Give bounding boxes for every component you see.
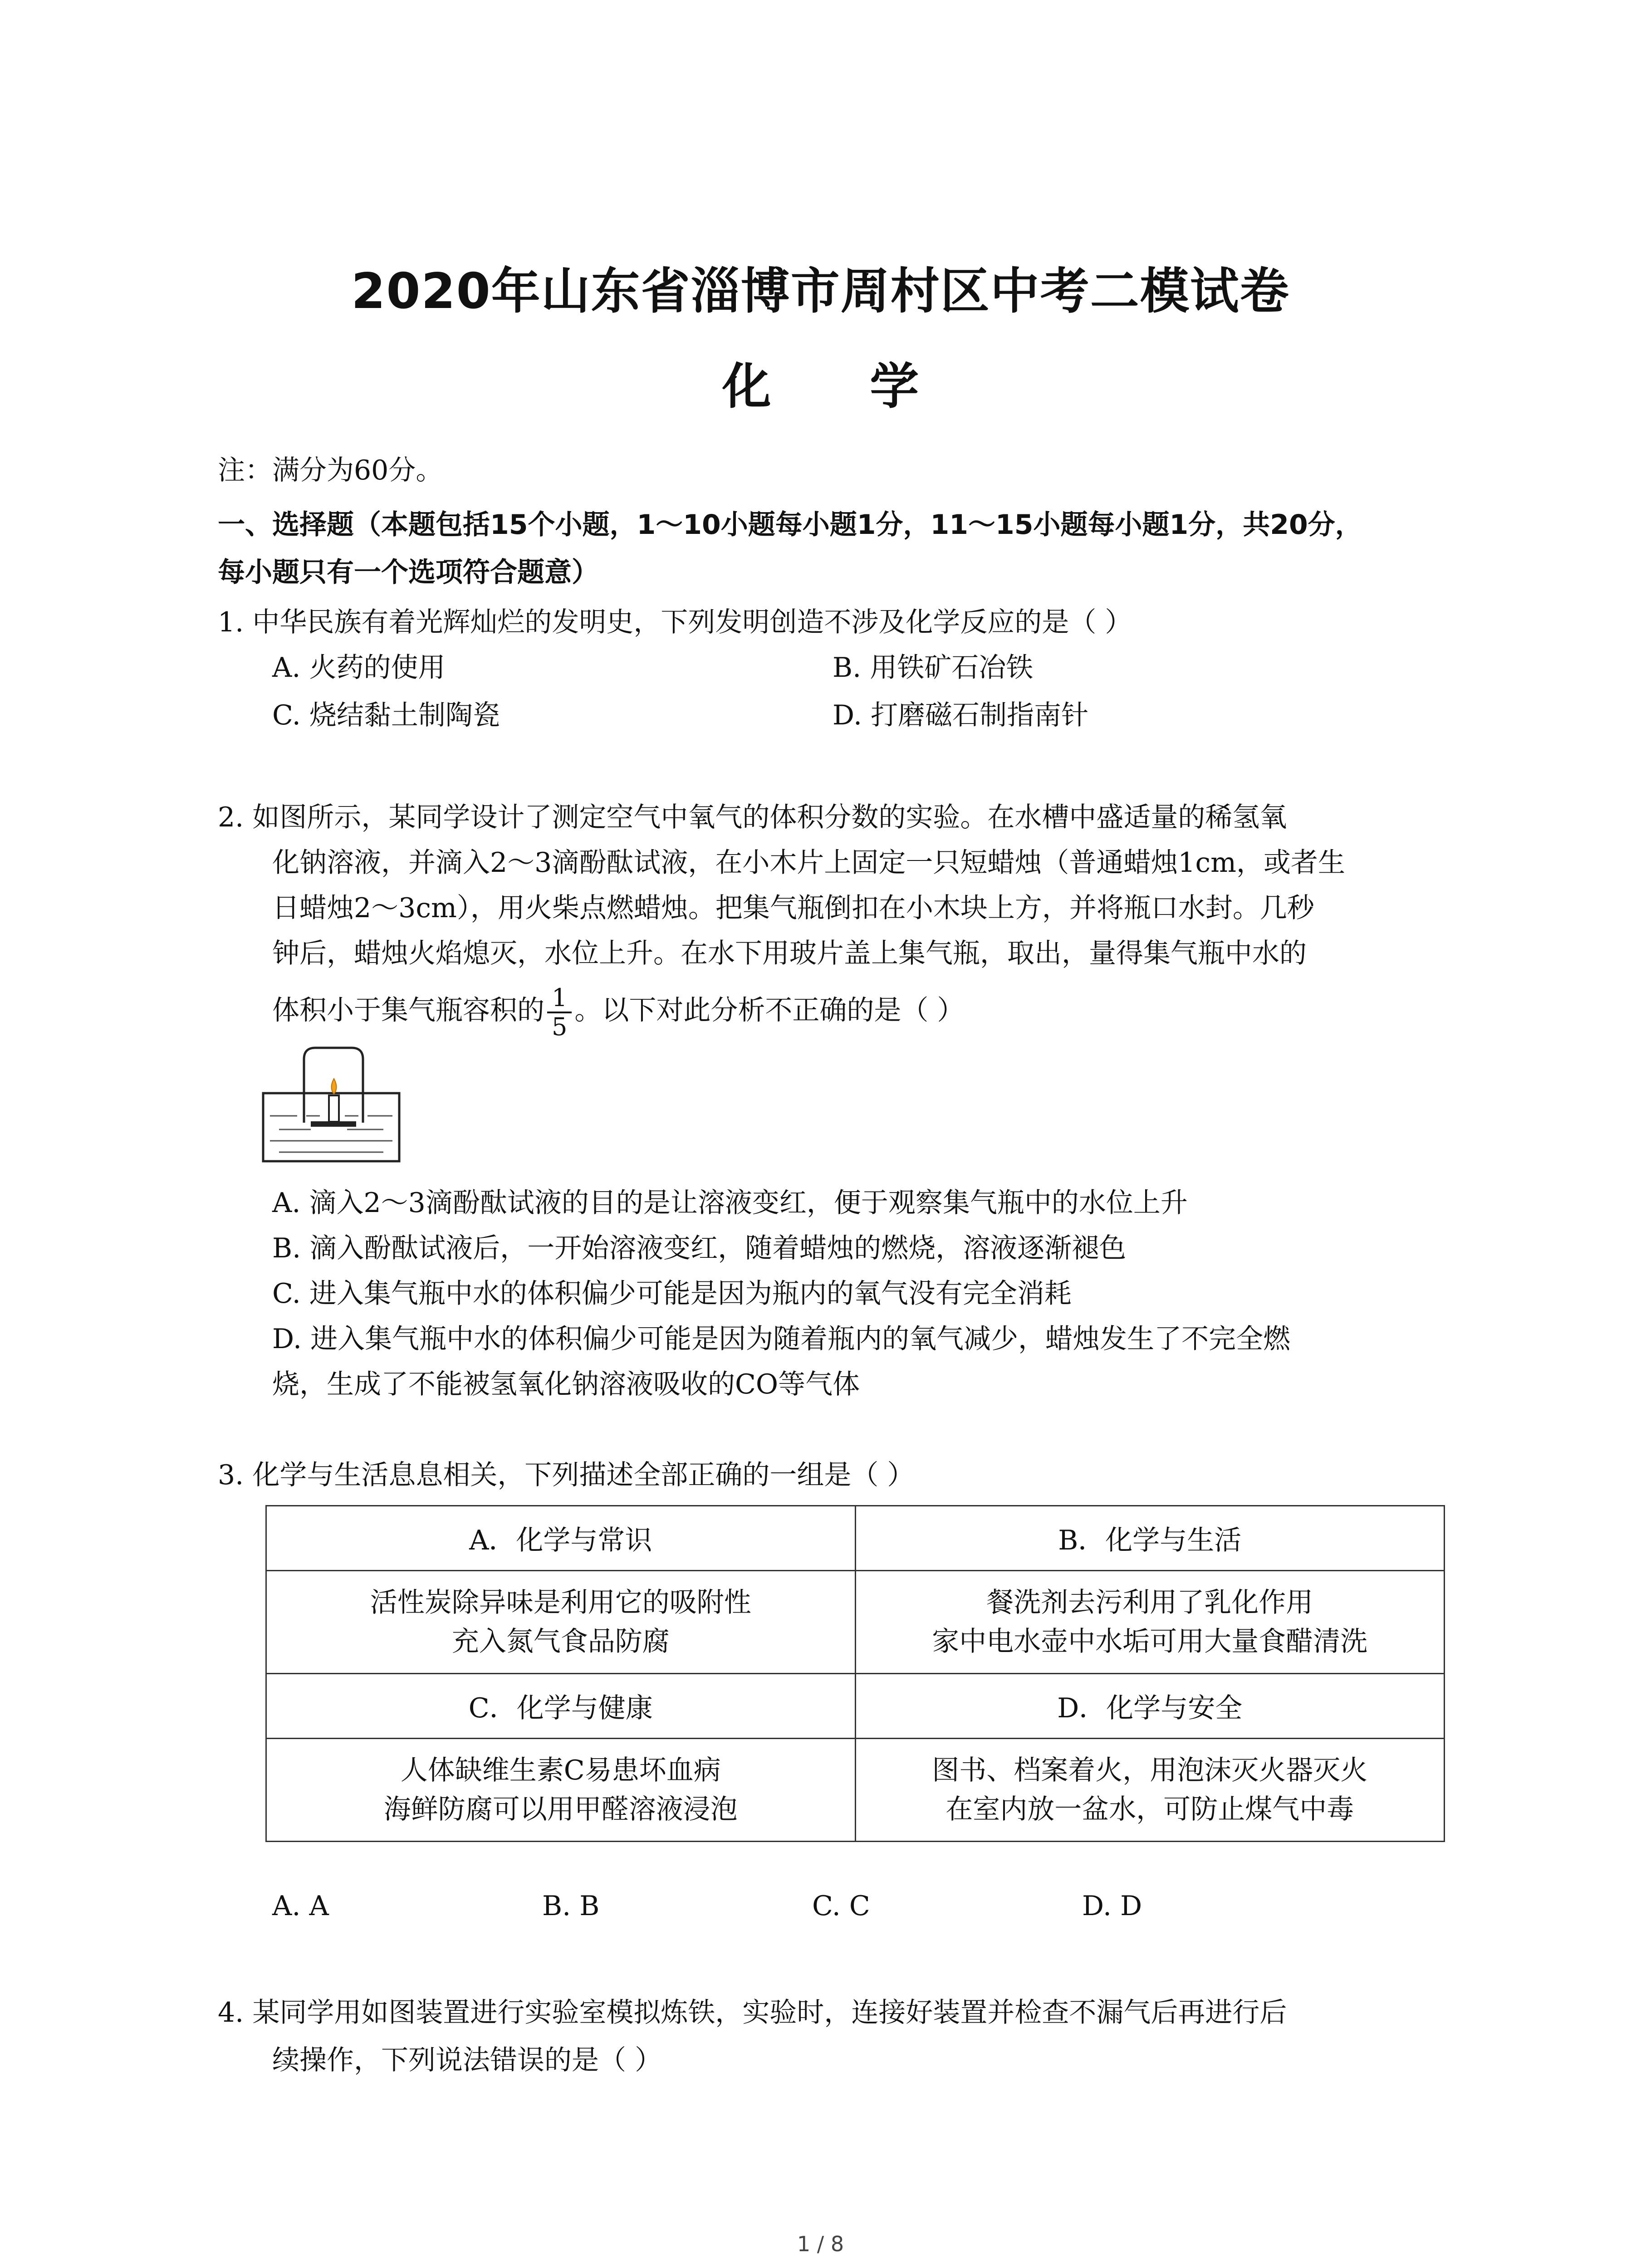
table-row <box>266 1506 1445 1571</box>
q3-stem: 3. 化学与生活息息相关，下列描述全部正确的一组是（ ） <box>218 1459 915 1491</box>
cell-a-content <box>266 1571 856 1674</box>
q2-option-d-line2: 烧，生成了不能被氢氧化钠溶液吸收的CO等气体 <box>272 1369 860 1400</box>
table-row <box>266 1571 1445 1674</box>
q2-line1: 2. 如图所示，某同学设计了测定空气中氧气的体积分数的实验。在水槽中盛适量的稀氢氧 <box>218 802 1287 833</box>
q2-line5 <box>272 984 964 1041</box>
cell-a-heading: A．化学与常识 <box>266 1506 856 1571</box>
cell-d-line2: 在室内放一盆水，可防止煤气中毒 <box>945 1794 1354 1825</box>
subject-title: 化 学 <box>722 358 960 415</box>
q3-table <box>265 1505 1445 1842</box>
score-note: 注：满分为60分。 <box>218 455 443 486</box>
q4-line2: 续操作，下列说法错误的是（ ） <box>272 2044 662 2076</box>
q1-option-c: C. 烧结黏土制陶瓷 <box>272 699 500 731</box>
fraction-one-fifth <box>547 984 572 1041</box>
q1-option-a: A. 火药的使用 <box>272 652 446 684</box>
q3-option-a: A. A <box>272 1890 329 1922</box>
cell-c-content <box>266 1739 856 1842</box>
cell-c-line2: 海鲜防腐可以用甲醛溶液浸泡 <box>383 1794 738 1825</box>
q2-option-d-line1: D. 进入集气瓶中水的体积偏少可能是因为随着瓶内的氧气减少，蜡烛发生了不完全燃 <box>272 1323 1291 1355</box>
cell-d-heading: D．化学与安全 <box>855 1674 1445 1739</box>
q1-option-b: B. 用铁矿石冶铁 <box>833 652 1034 684</box>
q3-option-d: D. D <box>1082 1890 1142 1922</box>
cell-b-heading: B．化学与生活 <box>855 1506 1445 1571</box>
fraction-denominator: 5 <box>552 1012 568 1041</box>
q1-stem: 1. 中华民族有着光辉灿烂的发明史，下列发明创造不涉及化学反应的是（ ） <box>218 606 1132 638</box>
q2-line5-post: 。以下对此分析不正确的是（ ） <box>574 994 965 1026</box>
cell-b-content <box>855 1571 1445 1674</box>
page-title: 2020年山东省淄博市周村区中考二模试卷 <box>351 263 1290 320</box>
q2-line3: 日蜡烛2～3cm），用火柴点燃蜡烛。把集气瓶倒扣在小木块上方，并将瓶口水封。几秒 <box>272 892 1314 924</box>
candle-experiment-figure <box>261 1043 406 1166</box>
cell-c-heading: C．化学与健康 <box>266 1674 856 1739</box>
q3-option-b: B. B <box>542 1890 600 1922</box>
q2-option-a: A. 滴入2～3滴酚酞试液的目的是让溶液变红，便于观察集气瓶中的水位上升 <box>272 1187 1188 1219</box>
q4-line1: 4. 某同学用如图装置进行实验室模拟炼铁，实验时，连接好装置并检查不漏气后再进行后 <box>218 1997 1287 2028</box>
page-number: 1 / 8 <box>797 2232 844 2256</box>
fraction-numerator: 1 <box>547 984 572 1013</box>
q1-option-d: D. 打磨磁石制指南针 <box>833 699 1089 731</box>
table-row <box>266 1674 1445 1739</box>
table-row <box>266 1739 1445 1842</box>
section-heading-line2: 每小题只有一个选项符合题意） <box>218 557 599 588</box>
section-heading-line1: 一、选择题（本题包括15个小题，1～10小题每小题1分，11～15小题每小题1分，共20分， <box>218 509 1362 541</box>
cell-d-line1: 图书、档案着火，用泡沫灭火器灭火 <box>932 1755 1368 1786</box>
q2-line2: 化钠溶液，并滴入2～3滴酚酞试液，在小木片上固定一只短蜡烛（普通蜡烛1cm，或者生 <box>272 847 1346 879</box>
cell-b-line2: 家中电水壶中水垢可用大量食醋清洗 <box>932 1626 1368 1657</box>
cell-c-line1: 人体缺维生素C易患坏血病 <box>400 1755 721 1786</box>
q3-option-c: C. C <box>812 1890 870 1922</box>
q2-line4: 钟后，蜡烛火焰熄灭，水位上升。在水下用玻片盖上集气瓶，取出，量得集气瓶中水的 <box>272 938 1307 969</box>
q2-option-c: C. 进入集气瓶中水的体积偏少可能是因为瓶内的氧气没有完全消耗 <box>272 1278 1072 1310</box>
cell-d-content <box>855 1739 1445 1842</box>
cell-a-line1: 活性炭除异味是利用它的吸附性 <box>370 1587 751 1618</box>
cell-b-line1: 餐洗剂去污利用了乳化作用 <box>986 1587 1313 1618</box>
cell-a-line2: 充入氮气食品防腐 <box>451 1626 670 1657</box>
q2-line5-pre: 体积小于集气瓶容积的 <box>272 994 544 1026</box>
q2-option-b: B. 滴入酚酞试液后，一开始溶液变红，随着蜡烛的燃烧，溶液逐渐褪色 <box>272 1232 1127 1264</box>
